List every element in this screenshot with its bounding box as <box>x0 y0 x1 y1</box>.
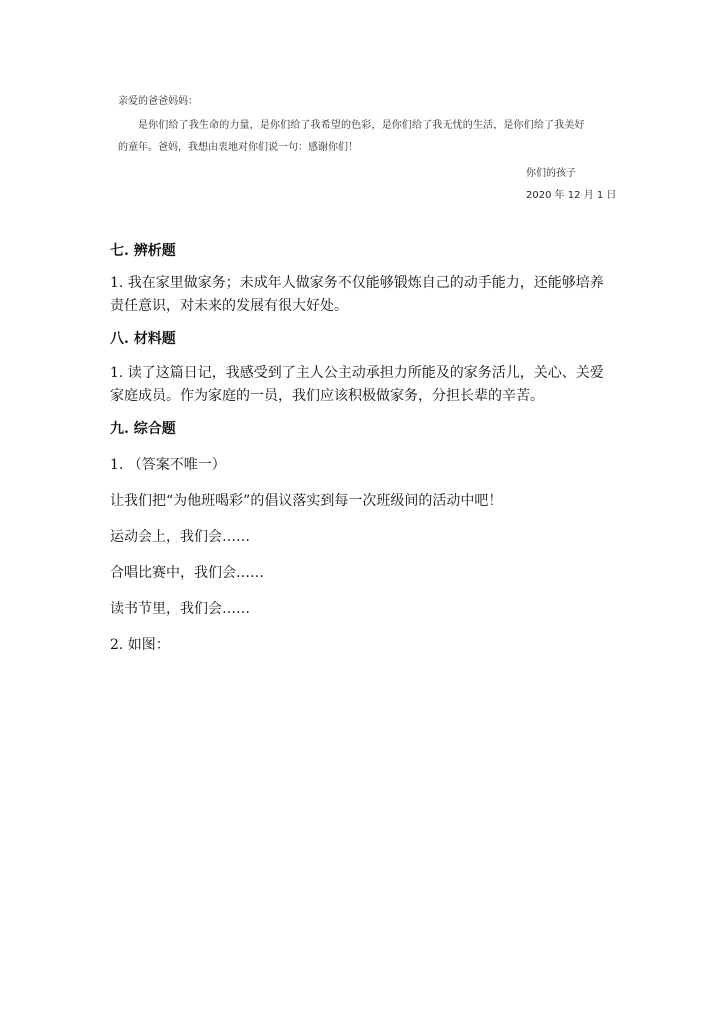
section-9-q1-line-3: 合唱比赛中，我们会…… <box>110 565 264 581</box>
letter-body-line-2: 的童年。爸妈，我想由衷地对你们说一句：感谢你们！ <box>118 142 358 153</box>
letter-greeting: 亲爱的爸爸妈妈： <box>118 96 198 107</box>
section-8-title: 八. 材料题 <box>110 331 176 347</box>
section-9-q1-line-4: 读书节里，我们会…… <box>110 601 250 617</box>
section-7-answer-1: 1. 我在家里做家务；未成年人做家务不仅能够锻炼自己的动手能力，还能够培养责任意识，对未来的发展有很大好处。 <box>110 275 604 314</box>
section-9-q2: 2. 如图： <box>110 637 170 653</box>
section-9-q1-header: 1. （答案不唯一） <box>110 457 226 473</box>
section-9-q1-line-1: 让我们把“为他班喝彩”的倡议落实到每一次班级间的活动中吧！ <box>110 493 503 509</box>
section-9-title: 九. 综合题 <box>110 421 176 437</box>
section-8-answer-1: 1. 读了这篇日记，我感受到了主人公主动承担力所能及的家务活儿，关心、关爱家庭成员。作为家庭的一员，我们应该积极做家务，分担长辈的辛苦。 <box>110 365 604 404</box>
letter-image <box>112 82 617 208</box>
letter-body-line-1: 是你们给了我生命的力量，是你们给了我希望的色彩，是你们给了我无忧的生活，是你们给了我美好 <box>138 120 585 131</box>
letter-signature: 你们的孩子 <box>526 168 576 179</box>
section-7-title: 七. 辨析题 <box>110 243 176 259</box>
section-9-q1-line-2: 运动会上，我们会…… <box>110 529 250 545</box>
letter-date: 2020 年 12 月 1 日 <box>526 190 617 201</box>
